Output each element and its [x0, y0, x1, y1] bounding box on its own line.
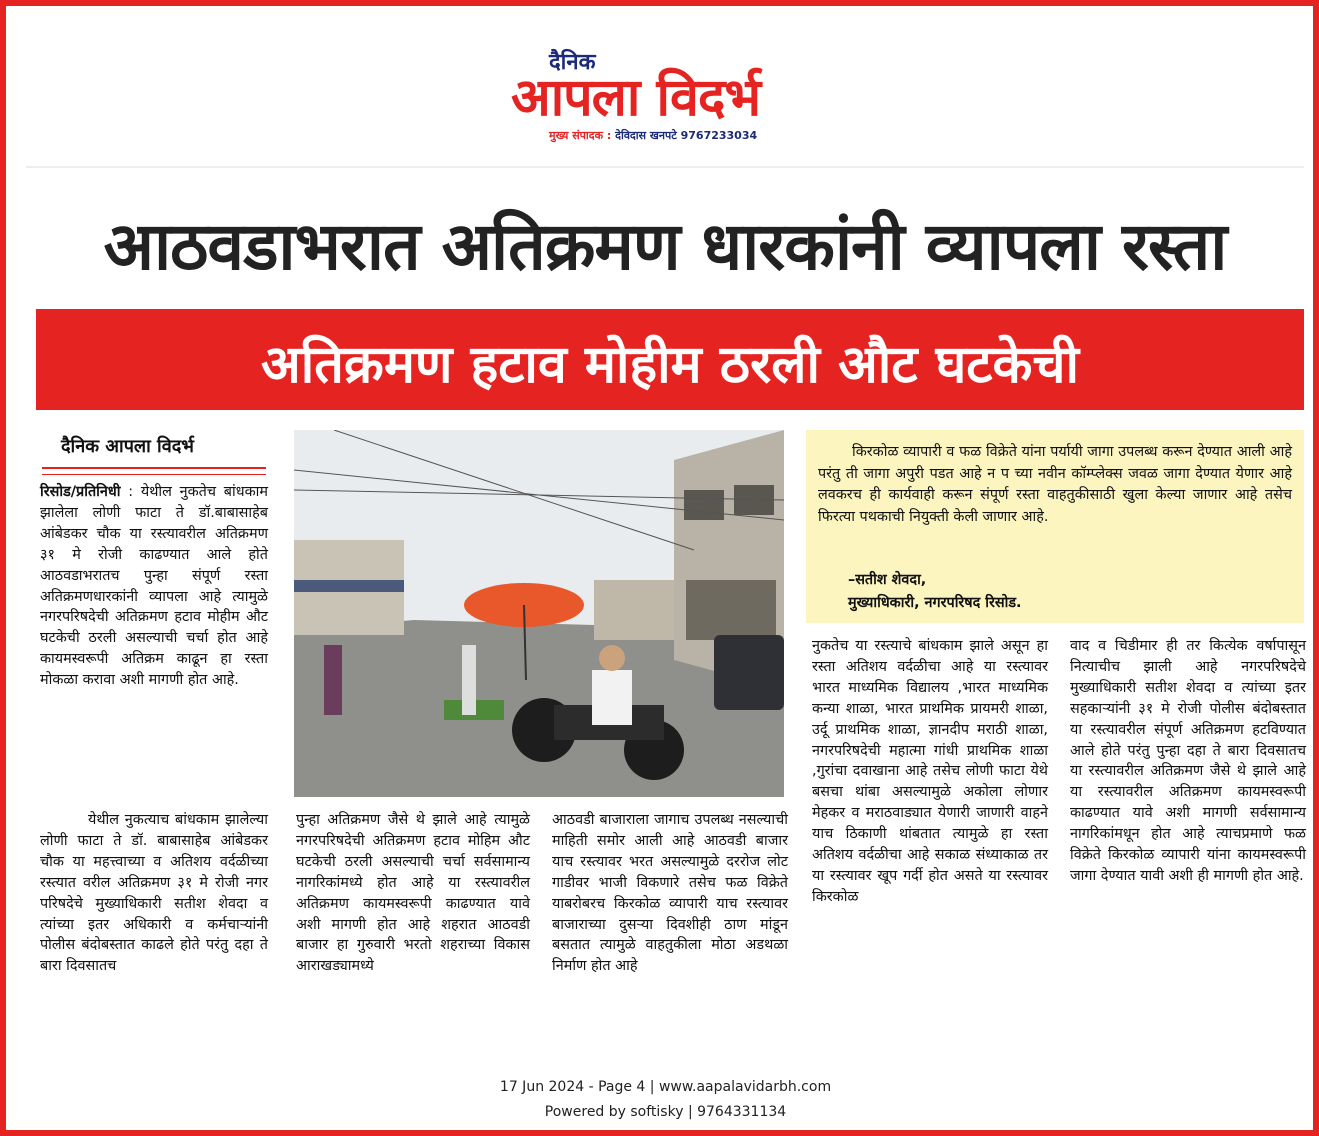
byline: दैनिक आपला विदर्भ: [61, 436, 194, 457]
masthead-logo[interactable]: [511, 46, 821, 146]
article-subheadline: अतिक्रमण हटाव मोहीम ठरली औट घटकेची: [261, 335, 1079, 395]
official-quote-box: [806, 430, 1304, 623]
photo-illustration: [294, 430, 784, 797]
quote-author-role: मुख्याधिकारी, नगरपरिषद रिसोड.: [848, 595, 1022, 611]
street-market-photo[interactable]: [294, 430, 784, 797]
article-column-4: [812, 636, 1048, 908]
masthead-title: आपला विदर्भ: [511, 68, 761, 128]
column-4-text: नुकतेच या रस्त्याचे बांधकाम झाले असून हा रस्ता अतिशय वर्दळीचा आहे या रस्त्यावर भारत माध्यमिक विद्यालय ,भारत माध्यमिक कन्या शाळा, भारत प्राथमिक प्रायमरी शाळा, उर्दू प्राथमिक शाळा, ज्ञानदीप मराठी शाळा, नगरपरिषदेची महात्मा गांधी प्राथमिक शाळा ,गुरांचा दवाखाना आहे तसेच लोणी फाटा येथे बसचा थांबा असल्यामुळे अकोला लोणार मेहकर व मराठवाड्यात येणारी जाणारी वाहने याच ठिकाणी थांबतात त्यामुळे हा रस्ता अतिशय वर्दळीचा आहे सकाळ संध्याकाळ तर या रस्त्यावर खूप गर्दी होत असते या रस्त्यावर किरकोळ: [812, 638, 1048, 905]
column-2-text: पुन्हा अतिक्रमण जैसे थे झाले आहे त्यामुळे नगरपरिषदेची अतिक्रमण हटाव मोहिम औट घटकेची ठरली असल्याची चर्चा सर्वसामान्य नागरिकांमध्ये होत आहे या रस्त्यावरील अतिक्रमण कायमस्वरूपी काढण्यात यावे अशी मागणी होत आहे शहरात आठवडी बाजार हा गुरुवारी भरतो शहराच्या विकास आराखड्यामध्ये: [296, 812, 530, 975]
column-5-text: वाद व चिडीमार ही तर कित्येक वर्षापासून नित्याचीच झाली आहे नगरपरिषदेचे मुख्याधिकारी सतीश शेवदा व त्यांच्या इतर सहकाऱ्यांनी ३१ मे रोजी पोलीस बंदोबस्तात या रस्त्यावरील संपूर्ण अतिक्रमण हटविण्यात आले होते परंतु पुन्हा दहा ते बारा दिवसातच या रस्त्यावरील अतिक्रमण जैसे थे झाले आहे या रस्त्यावरील अतिक्रमण कायमस्वरूपी काढण्यात यावे अशी मागणी सर्वसामान्य नागरिकांमधून होत आहे त्याचप्रमाणे फळ विक्रेते किरकोळ व्यापारी यांना कायमस्वरूपी जागा देण्यात यावी अशी ही मागणी होत आहे.: [1070, 638, 1306, 884]
quote-text: किरकोळ व्यापारी व फळ विक्रेते यांना पर्यायी जागा उपलब्ध करून देण्यात आली आहे परंतु ती जागा अपुरी पडत आहे न प च्या नवीन कॉम्प्लेक्स जवळ जागा देण्यात येणार आहे लवकरच ही कार्यवाही करून संपूर्ण रस्ता वाहतुकीसाठी खुला केल्या जाणार आहे तसेच फिरत्या पथकाची नियुक्ती केली जाणार आहे.: [818, 444, 1292, 525]
masthead-daily: दैनिक: [549, 50, 596, 75]
article-column-2: [296, 810, 530, 977]
masthead-divider: [26, 166, 1304, 168]
editor-value: देविदास खनपटे 9767233034: [615, 129, 758, 142]
article-column-1: [40, 482, 268, 691]
quote-author: –सतीश शेवदा,: [848, 572, 927, 588]
article-column-1b: [40, 810, 268, 977]
article-column-5: [1070, 636, 1306, 887]
column-1-text-2: येथील नुकत्याच बांधकाम झालेल्या लोणी फाटा ते डॉ. बाबासाहेब आंबेडकर चौक या महत्त्वाच्या व अतिशय वर्दळीच्या रस्त्यात वरील अतिक्रमण ३१ मे रोजी नगर परिषदेचे मुख्याधिकारी सतीश शेवदा व त्यांच्या इतर अधिकारी व कर्मचाऱ्यांनी पोलीस बंदोबस्तात काढले होते परंतु दहा ते बारा दिवसातच: [40, 812, 268, 975]
article-column-3: [552, 810, 788, 977]
column-3-text: आठवडी बाजाराला जागाच उपलब्ध नसल्याची माहिती समोर आली आहे आठवडी बाजार याच रस्त्यावर भरत असल्यामुळे दररोज लोट गाडीवर भाजी विकणारे तसेच फळ विक्रेते याबरोबरच किरकोळ व्यापारी याच रस्त्यावर बाजाराच्या दुसऱ्या दिवशीही ठाण मांडून बसतात त्यामुळे वाहतुकीला मोठा अडथळा निर्माण होत आहे: [552, 812, 788, 975]
editor-label: मुख्य संपादक :: [549, 129, 612, 142]
subheadline-banner: [36, 309, 1304, 410]
column-1-text: : येथील नुकतेच बांधकाम झालेला लोणी फाटा ते डॉ.बाबासाहेब आंबेडकर चौक या रस्त्यावरील अतिक्रमण ३१ मे रोजी काढण्यात आले होते आठवडाभरातच पुन्हा संपूर्ण रस्ता अतिक्रमणधारकांनी व्यापला आहे त्यामुळे नगरपरिषदेची अतिक्रमण हटाव मोहीम औट घटकेची ठरली असल्याची चर्चा होत आहे कायमस्वरूपी अतिक्रम काढून हा रस्ता मोकळा करावा अशी मागणी होत आहे.: [40, 484, 268, 689]
masthead-editor: [549, 128, 757, 143]
dateline: रिसोड/प्रतिनिधी: [40, 484, 121, 500]
footer-powered-by: Powered by softisky | 9764331134: [544, 1104, 787, 1120]
footer-edition-info[interactable]: 17 Jun 2024 - Page 4 | www.aapalavidarbh.com: [499, 1079, 832, 1095]
byline-rule: [42, 467, 266, 475]
article-headline: आठवडाभरात अतिक्रमण धारकांनी व्यापला रस्ता: [103, 208, 1227, 285]
